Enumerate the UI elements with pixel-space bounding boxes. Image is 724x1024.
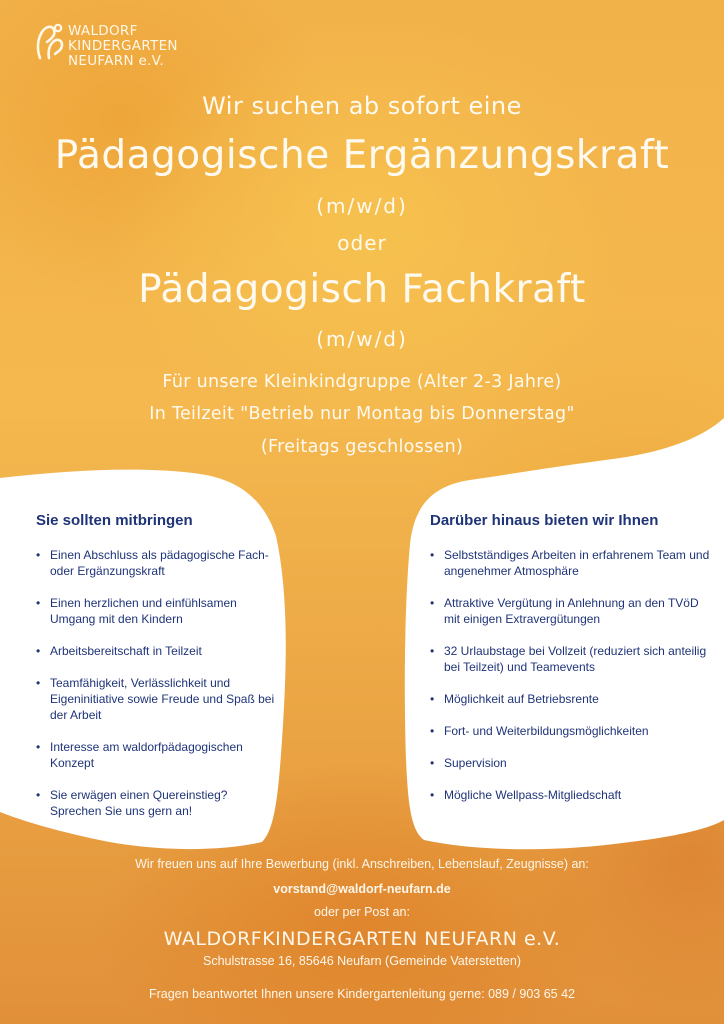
- logo-line-2: KINDERGARTEN: [68, 38, 178, 54]
- list-item: [430, 691, 710, 707]
- logo-text: [68, 24, 178, 69]
- logo-line-1: WALDORF: [68, 23, 138, 39]
- bullet-icon: •: [36, 740, 41, 754]
- bullet-icon: •: [430, 644, 435, 658]
- email-link[interactable]: vorstand@waldorf-neufarn.de: [273, 882, 451, 896]
- list-item-text: Einen herzlichen und einfühlsamen Umgang mit den Kindern: [50, 596, 237, 626]
- offers-list: [430, 547, 710, 803]
- requirements-title: Sie sollten mitbringen: [36, 512, 193, 529]
- bullet-icon: •: [430, 692, 435, 706]
- list-item: [36, 787, 276, 819]
- list-item-text: 32 Urlaubstage bei Vollzeit (reduziert sich anteilig bei Teilzeit) und Teamevents: [444, 644, 707, 674]
- bullet-icon: •: [430, 756, 435, 770]
- detail-line-3: (Freitags geschlossen): [260, 437, 464, 457]
- list-item-text: Arbeitsbereitschaft in Teilzeit: [50, 644, 202, 658]
- list-item-text: Einen Abschluss als pädagogische Fach- oder Ergänzungskraft: [50, 548, 269, 578]
- address: Schulstrasse 16, 85646 Neufarn (Gemeinde Vaterstetten): [203, 954, 521, 968]
- bullet-icon: •: [430, 548, 435, 562]
- gender-note-1: (m/w/d): [316, 194, 408, 218]
- list-item-text: Sie erwägen einen Quereinstieg? Sprechen Sie uns gern an!: [50, 788, 228, 818]
- bullet-icon: •: [36, 548, 41, 562]
- list-item: [430, 643, 710, 675]
- or-text: oder: [337, 231, 387, 255]
- requirements-list: [36, 547, 276, 819]
- list-item: [430, 755, 710, 771]
- list-item-text: Mögliche Wellpass-Mitgliedschaft: [444, 788, 622, 802]
- logo-icon: [34, 22, 68, 62]
- job-title-2: Pädagogisch Fachkraft: [138, 267, 586, 312]
- offers-section: [430, 512, 710, 819]
- bullet-icon: •: [430, 724, 435, 738]
- list-item: [36, 739, 276, 771]
- offers-title: Darüber hinaus bieten wir Ihnen: [430, 512, 659, 529]
- requirements-section: [36, 512, 276, 835]
- list-item: [430, 547, 710, 579]
- organization-name: WALDORFKINDERGARTEN NEUFARN e.V.: [163, 928, 561, 950]
- list-item-text: Selbstständiges Arbeiten in erfahrenem Team und angenehmer Atmosphäre: [444, 548, 710, 578]
- detail-line-1: Für unsere Kleinkindgruppe (Alter 2-3 Jahre): [162, 372, 562, 392]
- gender-note-2: (m/w/d): [316, 327, 408, 351]
- bullet-icon: •: [430, 596, 435, 610]
- list-item-text: Interesse am waldorfpädagogischen Konzept: [50, 740, 243, 770]
- bullet-icon: •: [36, 644, 41, 658]
- list-item-text: Supervision: [444, 756, 507, 770]
- bullet-icon: •: [36, 788, 41, 802]
- list-item-text: Attraktive Vergütung in Anlehnung an den TVöD mit einigen Extravergütungen: [444, 596, 699, 626]
- logo-line-3: NEUFARN e.V.: [68, 53, 165, 69]
- job-title-1: Pädagogische Ergänzungskraft: [54, 133, 670, 178]
- post-note: oder per Post an:: [314, 905, 410, 919]
- intro-text: Wir suchen ab sofort eine: [202, 92, 522, 120]
- bullet-icon: •: [36, 596, 41, 610]
- bullet-icon: •: [36, 676, 41, 690]
- detail-line-2: In Teilzeit "Betrieb nur Montag bis Donnerstag": [149, 404, 575, 424]
- bullet-icon: •: [430, 788, 435, 802]
- list-item: [36, 547, 276, 579]
- list-item: [36, 595, 276, 627]
- list-item: [430, 595, 710, 627]
- application-note: Wir freuen uns auf Ihre Bewerbung (inkl. Anschreiben, Lebenslauf, Zeugnisse) an:: [135, 857, 589, 871]
- contact-phone-note: Fragen beantwortet Ihnen unsere Kindergartenleitung gerne: 089 / 903 65 42: [148, 987, 575, 1001]
- list-item-text: Möglichkeit auf Betriebsrente: [444, 692, 599, 706]
- list-item: [430, 723, 710, 739]
- list-item: [36, 643, 276, 659]
- list-item: [430, 787, 710, 803]
- list-item-text: Fort- und Weiterbildungsmöglichkeiten: [444, 724, 649, 738]
- list-item-text: Teamfähigkeit, Verlässlichkeit und Eigeninitiative sowie Freude und Spaß bei der Arbeit: [50, 676, 275, 722]
- list-item: [36, 675, 276, 723]
